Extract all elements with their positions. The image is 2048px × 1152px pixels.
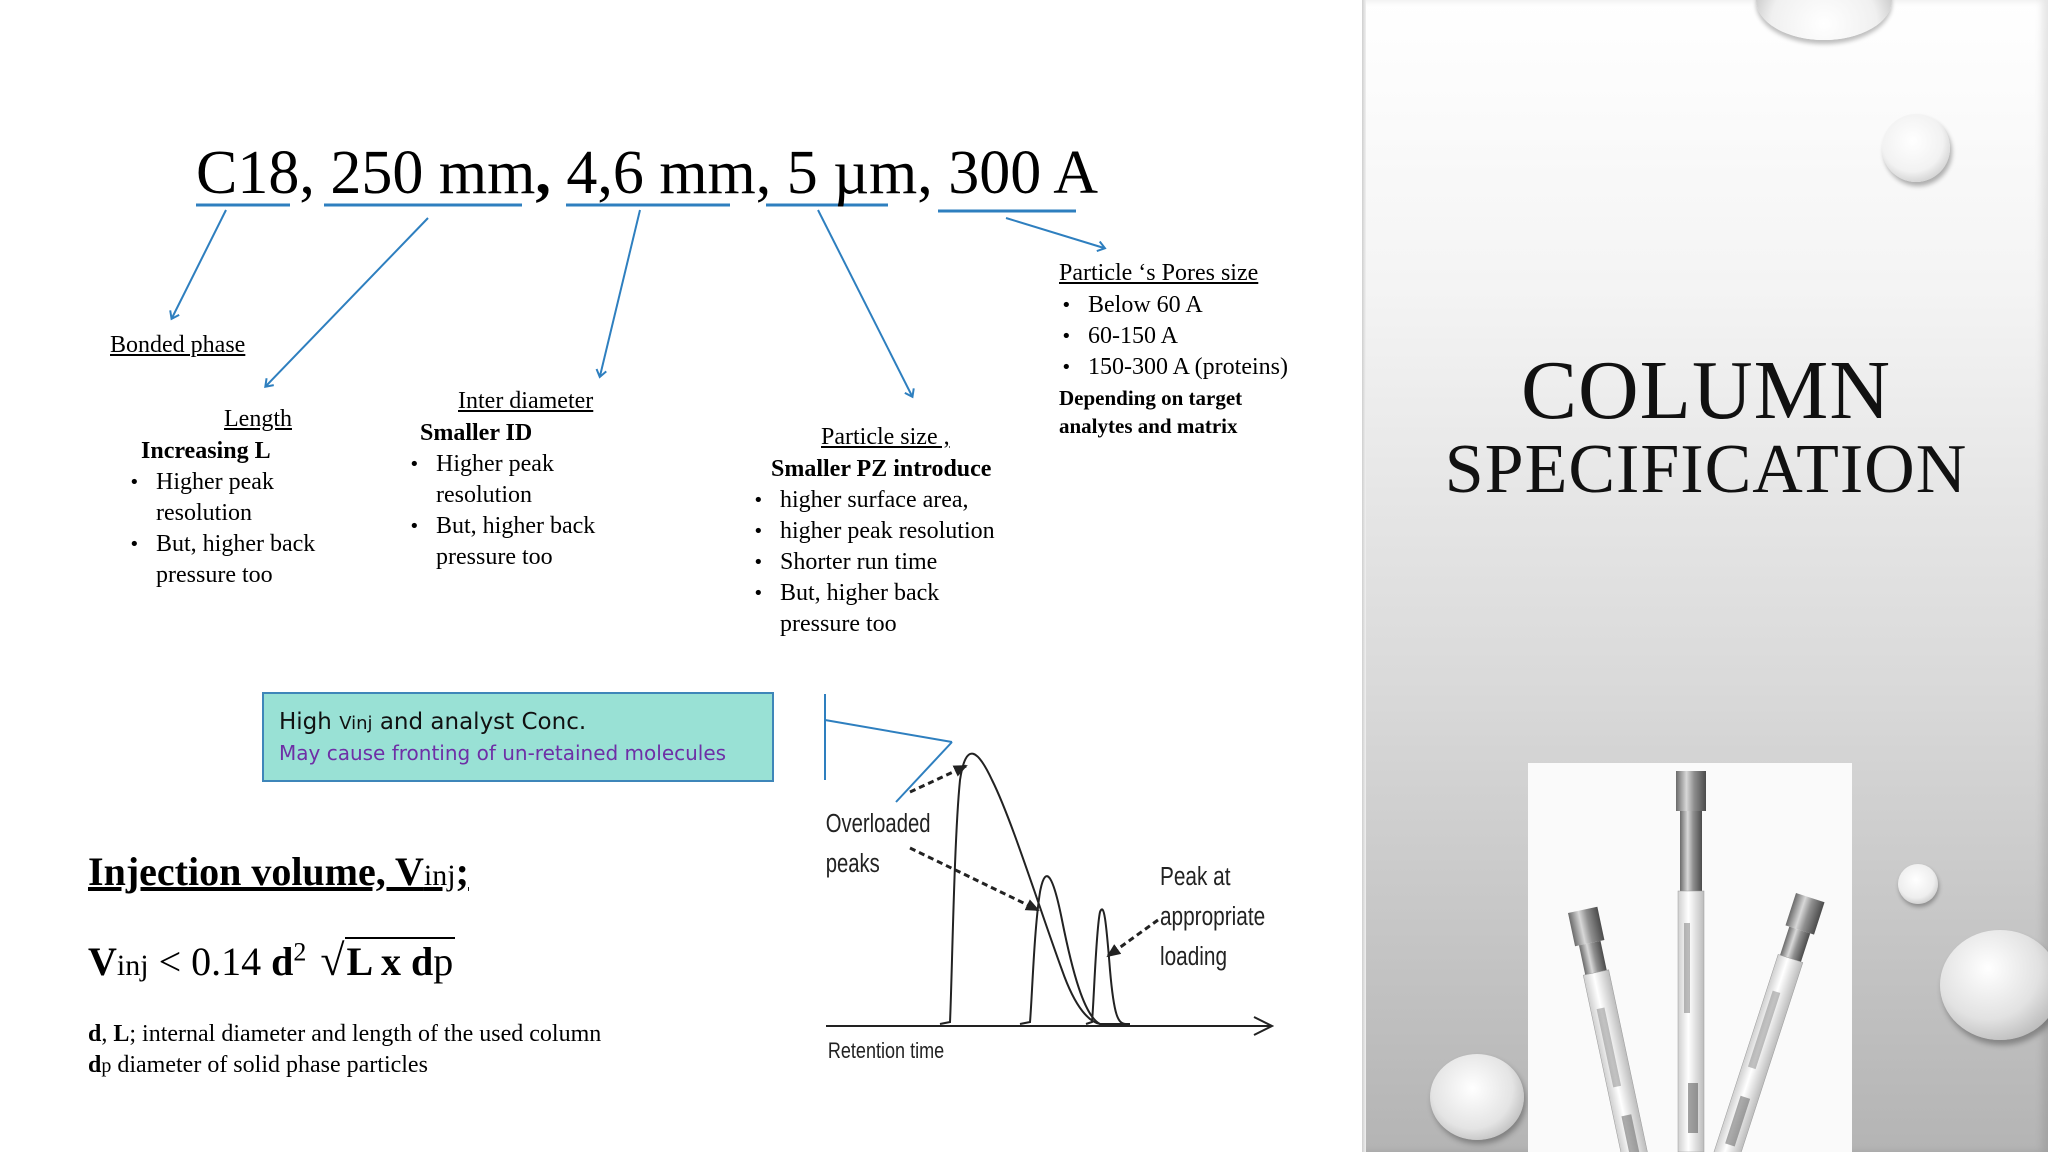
length-title: Length [224, 406, 292, 432]
callout-text: High [279, 709, 340, 735]
length-subtitle: Increasing L [141, 438, 271, 464]
pore-note-line2: analytes and matrix [1059, 414, 1238, 438]
inner-diameter-subtitle: Smaller ID [420, 420, 533, 446]
callout-vinj: Vinj [339, 713, 373, 734]
overloaded-peak-large [940, 754, 1130, 1024]
spec-inner-diameter: 4,6 mm [566, 139, 756, 207]
injection-formula [88, 935, 455, 986]
particle-size-list [751, 485, 1051, 640]
formula-mid: < 0.14 [148, 939, 272, 984]
bonded-phase-label: Bonded phase [110, 332, 246, 358]
water-drop-decoration [1430, 1054, 1524, 1140]
desc-sub: p [101, 1055, 112, 1077]
callout-line2: May cause fronting of un-retained molecules [279, 741, 727, 765]
water-drop-decoration [1898, 864, 1938, 904]
desc-comma: , [101, 1021, 114, 1047]
pore-size-list [1059, 290, 1359, 383]
spec-particle-size: 5 µm [786, 139, 918, 207]
spec-length: 250 mm [330, 139, 536, 207]
list-item: • 150-300 A (proteins) [1059, 352, 1359, 383]
list-item: • But, higher back pressure too [127, 529, 357, 591]
list-item: • Higher peak resolution [407, 449, 637, 511]
inner-diameter-title: Inter diameter [458, 388, 594, 414]
desc-text: diameter of solid phase particles [111, 1052, 428, 1078]
formula-description-1 [88, 1021, 601, 1048]
spec-separator: , [299, 139, 315, 207]
spec-pore-size: 300 A [948, 139, 1099, 207]
formula-description-2 [88, 1052, 428, 1079]
list-item: • Shorter run time [751, 547, 1051, 578]
column-spec-heading [196, 138, 1098, 209]
chromatogram-figure [800, 680, 1290, 1080]
particle-size-subtitle: Smaller PZ introduce [771, 456, 992, 482]
appropriate-loading-peak [1086, 909, 1126, 1024]
hplc-columns-illustration [1528, 763, 1852, 1152]
spec-bonded-phase: C18 [196, 139, 300, 207]
peak-label-3: loading [1160, 941, 1228, 971]
overloaded-peak-small [1020, 876, 1100, 1024]
desc-text: ; internal diameter and length of the used column [129, 1021, 602, 1047]
list-item: • higher surface area, [751, 485, 1051, 516]
desc-l: L [113, 1021, 130, 1047]
list-item: • 60-150 A [1059, 321, 1359, 352]
formula-d: d [271, 939, 294, 984]
inner-diameter-list [407, 449, 637, 573]
callout-text: and analyst Conc. [372, 709, 587, 735]
desc-dp: d [88, 1052, 102, 1078]
pore-size-note [1059, 384, 1242, 440]
title-sub: inj [423, 859, 456, 892]
peak-label-1: Peak at [1160, 861, 1231, 891]
callout-connector [896, 742, 952, 802]
title-end: ; [455, 849, 469, 894]
slide-title-line2: SPECIFICATION [1444, 431, 1968, 508]
radicand-sub: p [433, 939, 454, 984]
slide-title-line1: COLUMN [1520, 344, 1891, 437]
spec-separator: , [535, 139, 551, 207]
pore-note-line1: Depending on target [1059, 386, 1243, 410]
water-drop-decoration [1882, 114, 1950, 182]
list-item: • But, higher back pressure too [751, 578, 980, 640]
sqrt-icon: √ [320, 936, 345, 985]
list-item: • higher peak resolution [751, 516, 1051, 547]
overloaded-label-2: peaks [825, 848, 880, 878]
peak-label-2: appropriate [1160, 901, 1266, 931]
x-axis-label: Retention time [827, 1039, 945, 1064]
formula-exponent: 2 [293, 937, 307, 967]
formula-sub: inj [116, 949, 149, 982]
particle-size-title: Particle size , [821, 424, 950, 450]
callout-connector [825, 720, 952, 742]
callout-line1 [279, 709, 586, 735]
pore-size-title: Particle ‘s Pores size [1059, 260, 1259, 286]
length-list [127, 467, 357, 591]
list-item: • Higher peak resolution [127, 467, 357, 529]
title-text: Injection volume, V [88, 849, 424, 894]
injection-callout-box [262, 692, 774, 782]
list-item: • Below 60 A [1059, 290, 1359, 321]
hplc-columns-photo [1528, 763, 1852, 1152]
overloaded-label-1: Overloaded [825, 808, 931, 838]
water-drop-decoration [1940, 930, 2048, 1040]
formula-radicand [345, 937, 456, 984]
radicand-text: L x d [346, 939, 434, 984]
spec-separator: , [917, 139, 933, 207]
list-item: • But, higher back pressure too [407, 511, 637, 573]
desc-d: d [88, 1021, 102, 1047]
spec-separator: , [755, 139, 772, 207]
formula-v: V [88, 939, 117, 984]
injection-volume-title [88, 848, 469, 895]
